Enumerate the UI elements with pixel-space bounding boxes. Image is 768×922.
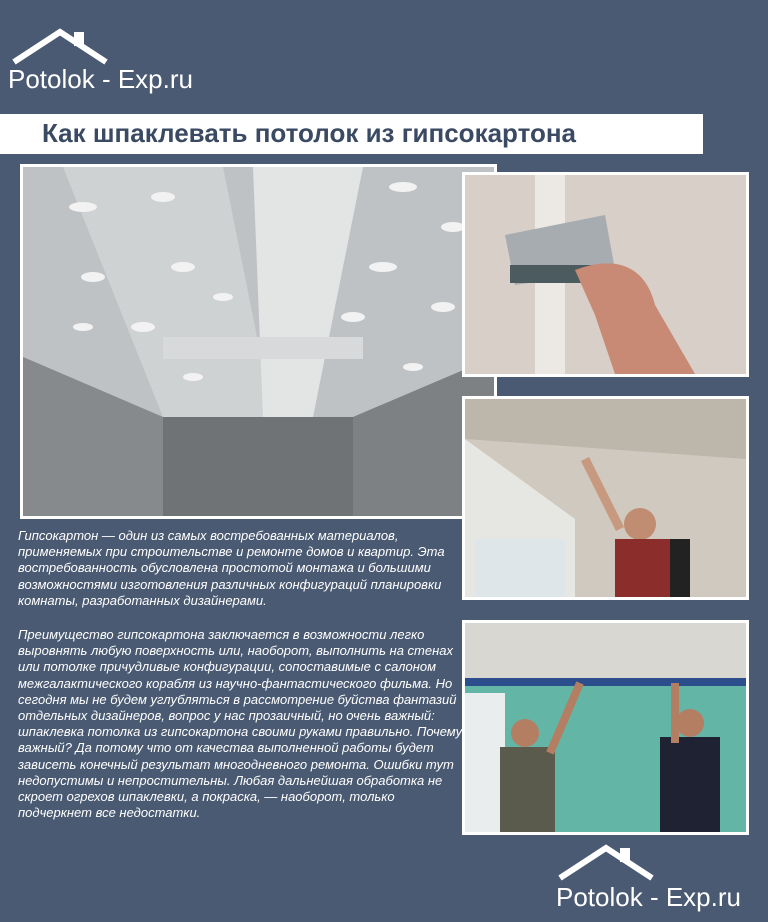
site-logo-top[interactable]	[8, 20, 228, 100]
article-text	[18, 528, 466, 839]
photo-hand-spatula	[462, 172, 749, 377]
house-roof-icon	[556, 842, 656, 882]
site-logo-bottom[interactable]	[556, 842, 766, 922]
logo-text: Potolok - Exp.ru	[8, 64, 193, 94]
house-roof-icon	[10, 26, 110, 66]
page-title: Как шпаклевать потолок из гипсокартона	[42, 118, 577, 148]
title-bar	[0, 114, 703, 154]
paragraph-1: Гипсокартон — один из самых востребованных материалов, применяемых при строительстве и ремонте домов и квартир. Эта востребованность обусловлена простотой монтажа и большими возможностями изготовления различных конфигураций планировки комнаты, разработанных дизайнерами.	[18, 528, 445, 608]
photo-two-workers	[462, 620, 749, 835]
paragraph-2: Преимущество гипсокартона заключается в возможности легко выровнять любую поверхность или, наоборот, выполнить на стенах или потолке причудливые конфигурации, сопоставимые с салоном межгалактического корабля из научно-фантастического фильма. Но сегодня мы не будем углубляться в рассмотрение буйства фантазий отдельных дизайнеров, вопрос у нас прозаичный, но очень важный: шпаклевка потолка из гипсокартона своими руками правильно. Почему важный? Да потому что от качества выполненной работы будет зависеть конечный результат многодневного ремонта. Ошибки тут недопустимы и непростительны. Любая дальнейшая обработка не скроет огрехов шпаклевки, а покраска, — наоборот, только подчеркнет все недостатки.	[18, 627, 463, 821]
photo-drywall-ceiling	[20, 164, 497, 519]
logo-text: Potolok - Exp.ru	[556, 882, 741, 912]
photo-worker-ceiling	[462, 396, 749, 600]
